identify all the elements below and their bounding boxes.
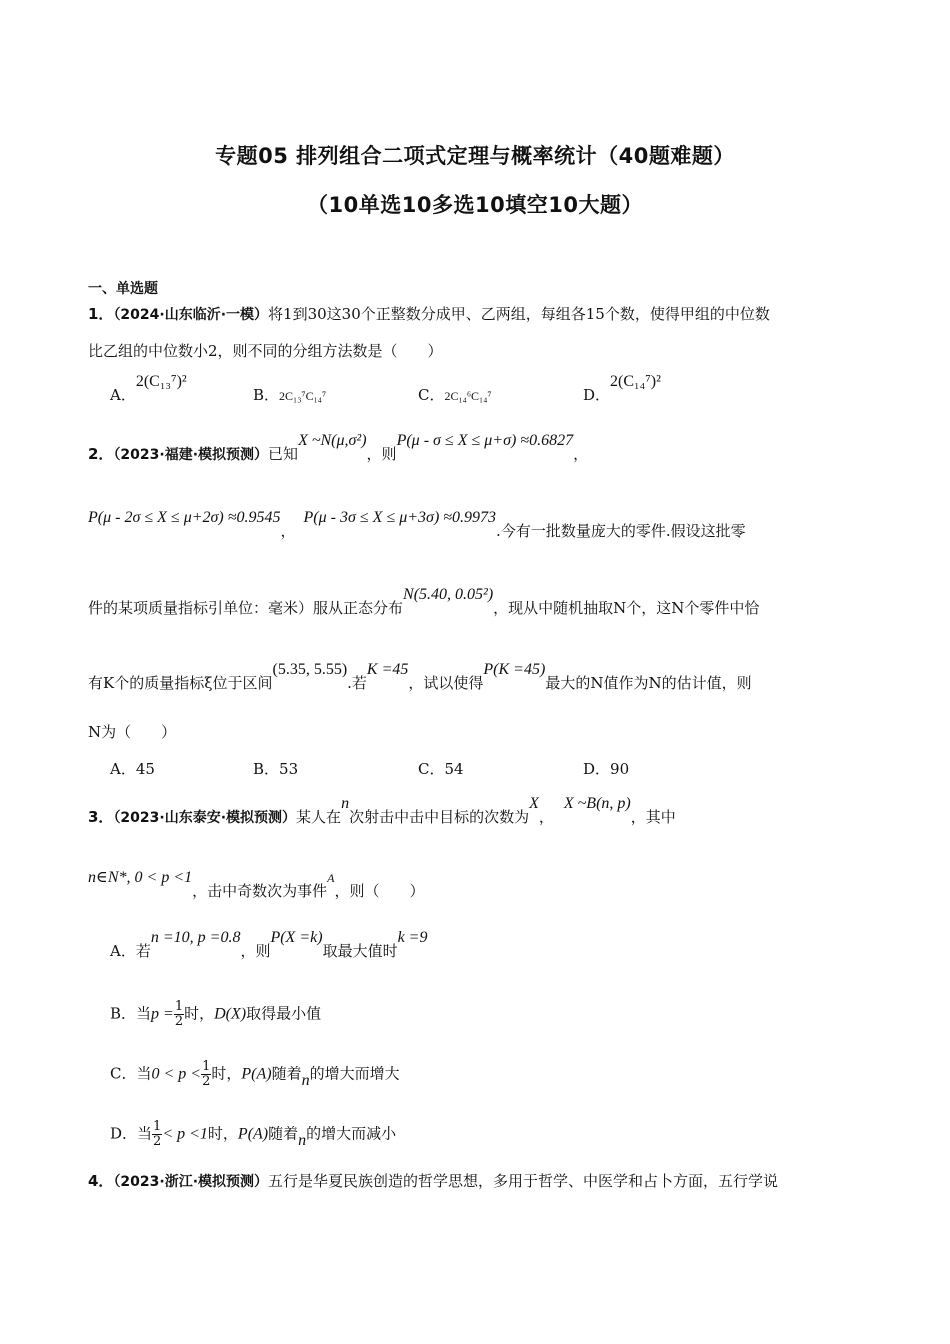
- q2-formula-3: P(μ - 2σ ≤ X ≤ μ+2σ) ≈0.9545: [88, 509, 281, 526]
- title-line-1: 专题05 排列组合二项式定理与概率统计（40题难题）: [215, 144, 735, 168]
- q2-line-4: 有K个的质量指标ξ位于区间(5.35, 5.55).若K =45，试以使得P(K =45)最大的N值作为N的估计值，则: [88, 661, 752, 692]
- q2-formula-2: P(μ - σ ≤ X ≤ μ+σ) ≈0.6827: [396, 432, 574, 449]
- q2-source: （2023·福建·模拟预测）: [113, 447, 269, 463]
- q3-formula-1: X ~B(n, p): [563, 795, 631, 812]
- q3-option-b[interactable]: B．当p = $\frac{1}{2}$ 时，D(X)取得最小值: [110, 999, 322, 1029]
- section-heading: 一、单选题: [88, 281, 158, 297]
- q2-option-c[interactable]: C．54: [418, 760, 464, 778]
- q1-option-a[interactable]: A．2(C₁₃⁷)²: [110, 373, 187, 404]
- q3-option-c[interactable]: C．当0 < p < $\frac{1}{2}$ 时，P(A)随着n的增大而增大: [110, 1059, 400, 1089]
- q3-source: （2023·山东泰安·模拟预测）: [113, 810, 297, 826]
- q2-line-2: P(μ - 2σ ≤ X ≤ μ+2σ) ≈0.9545，P(μ - 3σ ≤ X ≤ μ+3σ) ≈0.9973.今有一批数量庞大的零件.假设这批零: [88, 509, 746, 540]
- q1-text-1: 将1到30这30个正整数分成甲、乙两组，每组各15个数，使得甲组的中位数: [268, 305, 770, 323]
- q2-formula-7: K =45: [366, 661, 409, 678]
- q4-source: （2023·浙江·模拟预测）: [113, 1174, 269, 1190]
- q3-line-2: n∈N*, 0 < p <1，击中奇数次为事件$^A$，则（ ）: [88, 869, 425, 900]
- q2-option-b[interactable]: B．53: [253, 760, 299, 778]
- q2-option-d[interactable]: D．90: [583, 760, 630, 778]
- q1-source: （2024·山东临沂·一模）: [113, 307, 269, 323]
- q2-formula-8: P(K =45): [483, 661, 546, 678]
- q4-line-1: 4．（2023·浙江·模拟预测）五行是华夏民族创造的哲学思想，多用于哲学、中医学和占卜方面，五行学说: [88, 1172, 779, 1190]
- title-line-2: （10单选10多选10填空10大题）: [307, 193, 643, 217]
- q3-formula-2: n∈N*, 0 < p <1: [88, 869, 193, 886]
- q2-formula-4: P(μ - 3σ ≤ X ≤ μ+3σ) ≈0.9973: [303, 509, 497, 526]
- q2-line-1: 2．（2023·福建·模拟预测）已知X ~N(μ,σ²)，则P(μ - σ ≤ X ≤ μ+σ) ≈0.6827，: [88, 432, 589, 463]
- q2-formula-1: X ~N(μ,σ²): [298, 432, 367, 449]
- q3-option-d[interactable]: D．当 $\frac{1}{2}$ < p <1时，P(A)随着n的增大而减小: [110, 1119, 397, 1149]
- q1-number: 1．: [88, 305, 114, 323]
- q2-formula-5: N(5.40, 0.05²): [403, 586, 494, 603]
- q2-line-5: N为（ ）: [88, 723, 177, 741]
- q2-text-3: .今有一批数量庞大的零件.假设这批零: [496, 522, 746, 540]
- q1-line-1: [88, 303, 770, 324]
- fraction-one-half: $\frac{1}{2}$: [202, 1059, 211, 1089]
- fraction-one-half: $\frac{1}{2}$: [153, 1119, 162, 1149]
- q1-option-d[interactable]: D．2(C₁₄⁷)²: [583, 373, 661, 404]
- q2-number: 2．: [88, 445, 114, 463]
- fraction-one-half: $\frac{1}{2}$: [174, 999, 184, 1029]
- q1-option-b[interactable]: B．2C₁₃⁷C₁₄⁷: [253, 386, 327, 404]
- q1-option-c[interactable]: C．2C₁₄⁶C₁₄⁷: [418, 386, 492, 404]
- q3-line-1: 3．（2023·山东泰安·模拟预测）某人在n次射击中击中目标的次数为X，X ~B(n, p)，其中: [88, 795, 676, 826]
- q2-line-3: 件的某项质量指标引单位：毫米）服从正态分布N(5.40, 0.05²)，现从中随机抽取N个，这N个零件中恰: [88, 586, 760, 617]
- q2-option-a[interactable]: A．45: [110, 760, 155, 778]
- q1-line-2: 比乙组的中位数小2，则不同的分组方法数是（ ）: [88, 342, 443, 360]
- q3-option-a[interactable]: A．若n =10, p =0.8，则P(X =k)取最大值时k =9: [110, 929, 428, 960]
- q4-number: 4．: [88, 1172, 114, 1190]
- q2-formula-6: (5.35, 5.55): [272, 661, 348, 678]
- q3-number: 3．: [88, 808, 114, 826]
